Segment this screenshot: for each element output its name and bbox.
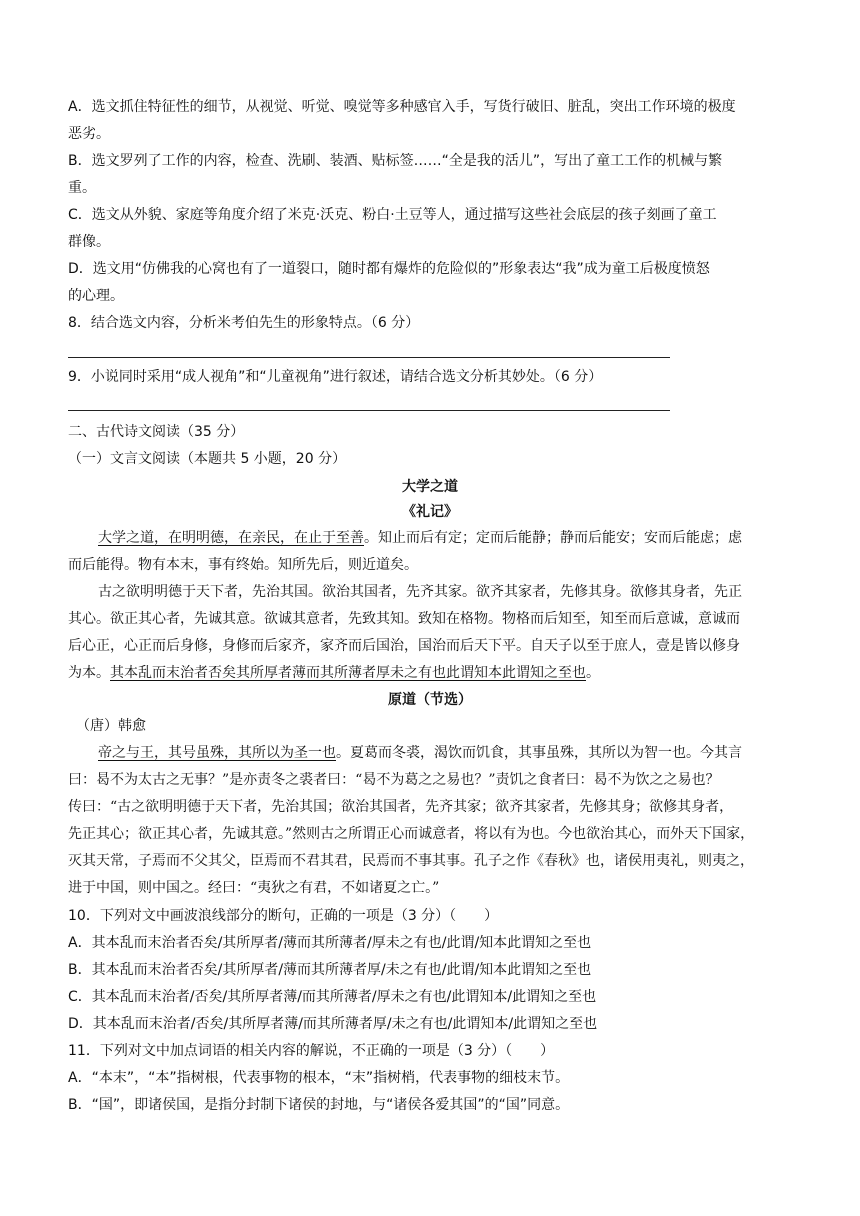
text2-line6: 进于中国，则中国之。经曰：“夷狄之有君，不如诸夏之亡。” <box>68 880 440 896</box>
q11-option-a[interactable]: A．“本末”，“本”指树根，代表事物的根本，“末”指树梢，代表事物的细枝末节。 <box>68 1070 570 1086</box>
q11-option-b[interactable]: B．“国”，即诸侯国，是指分封制下诸侯的封地，与“诸侯各爱其国”的“国”同意。 <box>68 1097 570 1113</box>
q7-option-a-line1: A．选文抓住特征性的细节，从视觉、听觉、嗅觉等多种感官入手，写货行破旧、脏乱，突出工作环境的极度 <box>68 99 736 115</box>
text1-p2-line3: 后心正，心正而后身修，身修而后家齐，家齐而后国治，国治而后天下平。自天子以至于庶人，壹是皆以修身 <box>68 638 740 654</box>
q7-option-b-line1: B．选文罗列了工作的内容，检查、洗刷、装酒、贴标签……“全是我的活儿”，写出了童工工作的机械与繁 <box>68 153 723 169</box>
text2-underlined-sentence: 帝之与王，其号虽殊，其所以为圣一也 <box>98 745 336 761</box>
q7-option-b-line2: 重。 <box>68 180 96 196</box>
text1-p2-line4 <box>68 663 600 683</box>
q7-option-c-line2: 群像。 <box>68 234 110 250</box>
text2-line1 <box>98 743 742 763</box>
q10-option-c[interactable]: C．其本乱而末治者/否矣/其所厚者薄/而其所薄者/厚未之有也/此谓知本/此谓知之至也 <box>68 989 597 1005</box>
q10-option-b[interactable]: B．其本乱而末治者否矣/其所厚者/薄而其所薄者厚/未之有也/此谓/知本此谓知之至也 <box>68 962 592 978</box>
question-8: 8．结合选文内容，分析米考伯先生的形象特点。（6 分） <box>68 315 420 331</box>
text2-author: （唐）韩愈 <box>76 718 146 734</box>
question-10-stem: 10．下列对文中画波浪线部分的断句，正确的一项是（3 分）（ ） <box>68 908 499 924</box>
text2-line3: 传曰：“古之欲明明德于天下者，先治其国；欲治其国者，先齐其家；欲齐其家者，先修其身；欲修其身者， <box>68 799 734 815</box>
q10-option-d[interactable]: D．其本乱而末治者/否矣/其所厚者薄/而其所薄者厚/未之有也/此谓知本/此谓知之至也 <box>68 1016 598 1032</box>
text2-title: 原道（节选） <box>388 692 472 708</box>
q10-option-a[interactable]: A．其本乱而末治者否矣/其所厚者/薄而其所薄者/厚未之有也/此谓/知本此谓知之至也 <box>68 935 592 951</box>
question-9: 9．小说同时采用“成人视角”和“儿童视角”进行叙述，请结合选文分析其妙处。（6 分） <box>68 369 603 385</box>
section-heading-classical: 二、古代诗文阅读（35 分） <box>68 424 245 440</box>
text2-line4: 先正其心；欲正其心者，先诚其意。”然则古之所谓正心而诚意者，将以有为也。今也欲治其心，而外天下国家， <box>68 826 755 842</box>
text1-p2-line1: 古之欲明明德于天下者，先治其国。欲治其国者，先齐其家。欲齐其家者，先修其身。欲修其身者，先正 <box>98 584 742 600</box>
text2-line1-rest: 。夏葛而冬裘，渴饮而饥食，其事虽殊，其所以为智一也。今其言 <box>336 745 742 761</box>
text1-p2-line4-start: 为本。 <box>68 665 110 681</box>
text1-p1-line1 <box>98 528 742 548</box>
q7-option-d-line2: 的心理。 <box>68 288 124 304</box>
text1-p2-line4-end: 。 <box>586 665 600 681</box>
q7-option-d-line1: D．选文用“仿佛我的心窝也有了一道裂口，随时都有爆炸的危险似的”形象表达“我”成为童工后极度愤怒 <box>68 261 710 277</box>
answer-line-q9[interactable] <box>68 410 670 411</box>
text1-p2-line2: 其心。欲正其心者，先诚其意。欲诚其意者，先致其知。致知在格物。物格而后知至，知至而后意诚，意诚而 <box>68 611 740 627</box>
q7-option-c-line1: C．选文从外貌、家庭等角度介绍了米克·沃克、粉白·土豆等人，通过描写这些社会底层的孩子刻画了童工 <box>68 207 717 223</box>
text2-line2: 曰：曷不为太古之无事？”是亦责冬之裘者曰：“曷不为葛之之易也？”责饥之食者曰：曷不为饮之之易也？ <box>68 772 720 788</box>
text1-title: 大学之道 <box>402 479 458 495</box>
text1-p1-line1-rest: 。知止而后有定；定而后能静；静而后能安；安而后能虑；虑 <box>364 530 742 546</box>
text2-line5: 灭其天常，子焉而不父其父，臣焉而不君其君，民焉而不事其事。孔子之作《春秋》也，诸侯用夷礼，则夷之， <box>68 853 754 869</box>
subsection-heading-prose: （一）文言文阅读（本题共 5 小题，20 分） <box>68 451 347 467</box>
text1-source: 《礼记》 <box>402 504 458 520</box>
text1-p1-line2: 而后能得。物有本末，事有终始。知所先后，则近道矣。 <box>68 557 418 573</box>
wavy-underlined-sentence: 其本乱而末治者否矣其所厚者薄而其所薄者厚未之有也此谓知本此谓知之至也 <box>110 665 586 681</box>
text1-underlined-sentence: 大学之道，在明明德，在亲民，在止于至善 <box>98 530 364 546</box>
q7-option-a-line2: 恶劣。 <box>68 126 110 142</box>
answer-line-q8[interactable] <box>68 357 670 358</box>
question-11-stem: 11．下列对文中加点词语的相关内容的解说，不正确的一项是（3 分）（ ） <box>68 1043 555 1059</box>
